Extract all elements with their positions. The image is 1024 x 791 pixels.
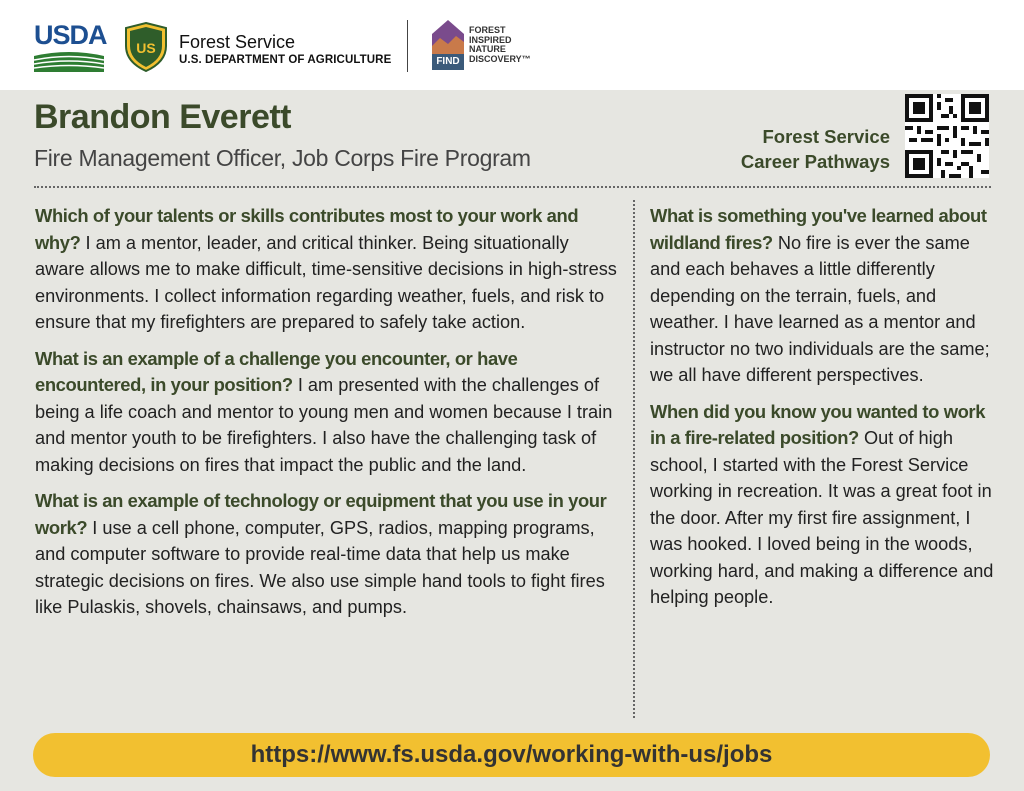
find-line-3: NATURE	[469, 44, 506, 54]
find-line-2: INSPIRED	[469, 34, 512, 45]
find-line-1: FOREST	[469, 25, 506, 35]
find-logo-icon	[430, 18, 466, 72]
find-line-4: DISCOVERY™	[469, 53, 531, 64]
answer: No fire is ever the same and each behaves a little differently depending on the terrain, fuels, and weather. I have learned as a mentor and instructor no two individuals are the same; we all have different perspectives.	[650, 232, 990, 385]
qa-item	[35, 203, 620, 336]
header-divider	[407, 20, 408, 72]
qa-item	[35, 488, 620, 621]
qa-item	[650, 203, 995, 389]
find-badge-label: FIND	[436, 56, 460, 67]
section-divider	[34, 186, 991, 188]
usda-logo	[34, 22, 106, 74]
question: When did you know you wanted to work in a fire-related position?	[650, 400, 986, 448]
usda-hills-icon	[34, 50, 104, 72]
qa-item	[650, 399, 995, 611]
forest-service-shield-icon	[124, 22, 168, 72]
profile-name: Brandon Everett	[34, 98, 291, 136]
jobs-url-link[interactable]: https://www.fs.usda.gov/working-with-us/jobs	[33, 733, 990, 777]
answer: I am presented with the challenges of being a life coach and mentor to young men and women because I train and mentor youth to be firefighters. I also have the challenging task of making decisions on fires that impact the public and the land.	[35, 375, 613, 475]
qa-item	[35, 346, 620, 479]
career-pathways-label	[741, 124, 890, 174]
question: What is an example of technology or equipment that you use in your work?	[35, 490, 607, 538]
pathways-line-1: Forest Service	[762, 126, 890, 147]
agency-name: Forest Service	[179, 32, 296, 52]
left-column	[35, 203, 620, 631]
answer: I use a cell phone, computer, GPS, radios, mapping programs, and computer software to provide real-time data that help us make strategic decisions on fires. We also use simple hand tools to fight fires like Pulaskis, shovels, chainsaws, and pumps.	[35, 517, 605, 617]
answer: I am a mentor, leader, and critical thinker. Being situationally aware allows me to make difficult, time-sensitive decisions in high-stress environments. I collect information regarding weather, fuels, and risk to ensure that my firefighters are prepared to safely take action.	[35, 232, 617, 332]
department-name: U.S. DEPARTMENT OF AGRICULTURE	[179, 54, 392, 66]
right-column	[650, 203, 995, 621]
profile-title: Fire Management Officer, Job Corps Fire Program	[34, 145, 531, 171]
question: What is something you've learned about wildland fires?	[650, 205, 987, 253]
svg-text:US: US	[136, 40, 156, 56]
qr-code-icon[interactable]	[905, 94, 989, 178]
usda-logo-text: USDA	[34, 20, 107, 50]
header	[0, 0, 1024, 90]
answer: Out of high school, I started with the Forest Service working in recreation. It was a great foot in the door. After my first fire assignment, I was hooked. I loved being in the woods, working hard, and making a difference and helping people.	[650, 428, 994, 607]
find-logo-text	[469, 26, 531, 64]
question: What is an example of a challenge you encounter, or have encountered, in your position?	[35, 347, 518, 395]
question: Which of your talents or skills contributes most to your work and why?	[35, 205, 579, 253]
pathways-line-2: Career Pathways	[740, 151, 890, 172]
column-divider	[633, 200, 635, 718]
